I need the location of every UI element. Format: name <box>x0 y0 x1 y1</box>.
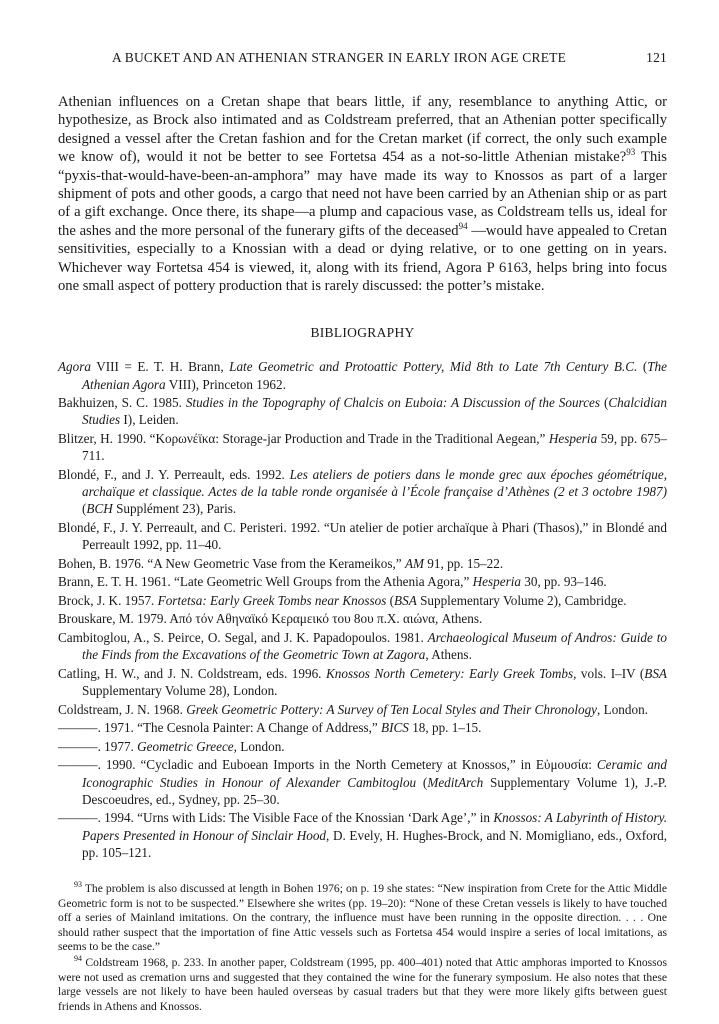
footnote-93 <box>58 882 667 955</box>
bib-text: Supplément 23), Paris. <box>112 501 237 517</box>
bib-text: Blondé, F., and J. Y. Perreault, eds. 1992. <box>58 466 290 482</box>
footnotes <box>58 882 667 1014</box>
bib-italic: Knossos: A Labyrinth of History. Papers Presented in Honour of Sinclair Hood <box>82 810 668 843</box>
body-text-3: —would have appealed to Cretan sensitivities, especially to a Knossian with a dead or dying relative, or to one getting on in years. Whichever way Fortetsa 454 is viewed, it, along with its friend, Agora P 6163, helps bring into focus one small aspect of pottery production that is rarely discussed: the potter’s mistake. <box>58 222 668 295</box>
bib-text: ———. 1990. “Cycladic and Euboean Imports in the North Cemetery at Knossos,” in Εὐμουσία: <box>58 757 597 773</box>
bib-text: Blondé, F., J. Y. Perreault, and C. Peristeri. 1992. “Un atelier de potier archaïque à Phari (Thasos),” in Blondé and Perreault 1992, pp. 11–40. <box>58 519 667 553</box>
bib-text: 30, pp. 93–146. <box>520 574 607 590</box>
bib-text: , D. Evely, H. Hughes-Brock, and N. Momigliano, eds., Oxford, pp. 105–121. <box>82 827 668 860</box>
bib-text: ( <box>637 359 648 375</box>
bib-italic: Knossos North Cemetery: Early Greek Tombs <box>325 665 574 681</box>
bib-entry <box>58 430 667 464</box>
bib-italic: Archaeological Museum of Andros: Guide to the Finds from the Excavations of the Geometric Town at Zagora <box>82 630 667 663</box>
footnote-text: Coldstream 1968, p. 233. In another paper, Coldstream (1995, pp. 400–401) noted that Attic amphoras imported to Knossos were not used as cremation urns and suggested that they contained the wine for the funerary symposium. He also notes that these large vessels are not likely to have been hauled overseas by casual traders but that they were more likely gifts between guest friends in Athens and Knossos. <box>58 955 667 1013</box>
bib-italic: BSA <box>394 592 417 608</box>
bib-text: Bakhuizen, S. C. 1985. <box>58 395 186 411</box>
body-text-2: This “pyxis-that-would-have-been-an-amphora” may have made its way to Knossos as part of a larger shipment of pots and other goods, a cargo that need not have been carried by an Athenian ship or as part of a gift exchange. Once there, its shape—a plump and capacious vase, as Coldstream tells us, ideal for the ashes and the more personal of the funerary gifts of the deceased <box>58 149 667 239</box>
bib-italic: Geometric Greece <box>137 738 234 754</box>
bib-entry <box>58 629 667 663</box>
bib-italic: Greek Geometric Pottery: A Survey of Ten Local Styles and Their Chronology <box>186 701 598 717</box>
bib-italic: Fortetsa: Early Greek Tombs near Knossos <box>157 592 387 608</box>
bib-text: , vols. I–IV ( <box>573 665 645 681</box>
footnote-ref-94[interactable]: 94 <box>458 220 468 231</box>
bib-entry <box>58 665 667 699</box>
bib-italic: AM <box>404 555 424 571</box>
bib-italic: Chalcidian Studies <box>82 395 667 428</box>
running-header <box>58 50 667 72</box>
footnote-94 <box>58 956 667 1014</box>
bib-text: Supplementary Volume 1), J.-P. Descoeudres, ed., Sydney, pp. 25–30. <box>82 774 667 807</box>
bib-text: ( <box>416 774 428 790</box>
bib-entry <box>58 738 667 755</box>
body-paragraph <box>58 93 667 295</box>
bib-entry <box>58 394 667 428</box>
bibliography-heading: BIBLIOGRAPHY <box>310 325 415 341</box>
bib-entry <box>58 573 667 590</box>
bib-text: Cambitoglou, A., S. Peirce, O. Segal, and J. K. Papadopoulos. 1981. <box>58 630 428 646</box>
bib-text: Coldstream, J. N. 1968. <box>58 701 187 717</box>
bib-entry <box>58 358 667 392</box>
bib-text: Brouskare, M. 1979. Aπό τόν Αθηναϊκό Κεραμεικό του 8ου π.Χ. αιώνα, Athens. <box>58 611 483 627</box>
footnote-number: 93 <box>74 880 82 890</box>
bib-text: 59, pp. 675–711. <box>82 431 667 464</box>
bib-italic: Hesperia <box>548 431 598 447</box>
bib-italic: BICS <box>381 720 409 736</box>
bib-text: 18, pp. 1–15. <box>408 720 482 736</box>
bib-text: , London. <box>597 701 648 717</box>
bib-italic: Studies in the Topography of Chalcis on Euboia: A Discussion of the Sources <box>185 395 601 411</box>
bib-entry <box>58 555 667 572</box>
bib-italic: MeditArch <box>427 774 484 790</box>
bib-text: ———. 1977. <box>58 738 138 754</box>
bib-text: ( <box>82 501 87 517</box>
bib-text: Brann, E. T. H. 1961. “Late Geometric Well Groups from the Athenia Agora,” <box>58 574 473 590</box>
body-text-1: Athenian influences on a Cretan shape that bears little, if any, resemblance to anything Attic, or hypothesize, as Brock also intimated and as Coldstream preferred, that an Athenian potter specifically designed a vessel after the Cretan fashion and for the Cretan market (if correct, the only such example we know of), would it not be better to see Fortetsa 454 as a not-so-little Athenian mistake? <box>58 94 667 166</box>
bib-text: ( <box>386 592 395 608</box>
bib-text: 91, pp. 15–22. <box>423 555 504 571</box>
bib-text: , London. <box>233 738 285 754</box>
bib-italic: Late Geometric and Protoattic Pottery, Mid 8th to Late 7th Century B.C. <box>229 359 638 375</box>
bib-text: ———. 1994. “Urns with Lids: The Visible Face of the Knossian ‘Dark Age’,” in <box>58 810 494 826</box>
running-title: A BUCKET AND AN ATHENIAN STRANGER IN EARLY IRON AGE CRETE <box>112 50 567 65</box>
bib-italic: BCH <box>86 501 113 517</box>
bib-entry <box>58 466 667 518</box>
bib-text: ( <box>600 395 609 411</box>
bib-entry <box>58 719 667 736</box>
bib-entry <box>58 809 667 861</box>
bib-text: Bohen, B. 1976. “A New Geometric Vase from the Kerameikos,” <box>58 555 405 571</box>
bib-text: VIII), Princeton 1962. <box>165 376 286 392</box>
footnote-text: The problem is also discussed at length in Bohen 1976; on p. 19 she states: “New inspiration from Crete for the Attic Middle Geometric form is not to be suspected.” Elsewhere she writes (pp. 19–20): “None of these Cretan vessels is likely to have touched off a series of Mainland imitations. On the contrary, the influence must have been running in the opposite direction. . . . One should rather suspect that the importation of fine Attic vessels such as Fortetsa 454 would inspire a series of local imitations, as seems to be the case.” <box>58 882 667 954</box>
bib-italic: Les ateliers de potiers dans le monde grec aux époches géométrique, archaïque et classique. Actes de la table ronde organisée à l’École française d’Athènes (2 et 3 octobre 1987) <box>82 466 667 500</box>
footnote-number: 94 <box>74 954 82 964</box>
bib-text: , Athens. <box>425 647 472 663</box>
bib-entry <box>58 701 667 718</box>
bib-text: I), Leiden. <box>120 412 179 428</box>
bib-text: Supplementary Volume 2), Cambridge. <box>416 592 627 608</box>
bib-entry <box>58 756 667 808</box>
bib-text: Catling, H. W., and J. N. Coldstream, eds. 1996. <box>58 665 326 681</box>
bib-italic: Agora <box>58 359 91 375</box>
footnote-ref-93[interactable]: 93 <box>626 147 636 158</box>
bib-entry <box>58 592 667 609</box>
bib-italic: Hesperia <box>472 574 521 590</box>
bibliography-list <box>58 358 667 861</box>
bib-italic: The Athenian Agora <box>82 359 667 392</box>
bib-text: Brock, J. K. 1957. <box>58 592 158 608</box>
bib-text: Supplementary Volume 28), London. <box>82 683 278 699</box>
page-number: 121 <box>646 50 667 65</box>
bib-entry <box>58 610 667 627</box>
bib-italic: Ceramic and Iconographic Studies in Honour of Alexander Cambitoglou <box>82 757 667 790</box>
bib-text: ———. 1971. “The Cesnola Painter: A Change of Address,” <box>58 720 382 736</box>
bib-entry <box>58 519 667 553</box>
bib-text: VIII = E. T. H. Brann, <box>90 359 230 375</box>
bib-italic: BSA <box>644 665 667 681</box>
page <box>58 50 667 1015</box>
bib-text: Blitzer, H. 1990. “Κορωνέϊκα: Storage-jar Production and Trade in the Traditional Aegean,” <box>58 431 549 447</box>
